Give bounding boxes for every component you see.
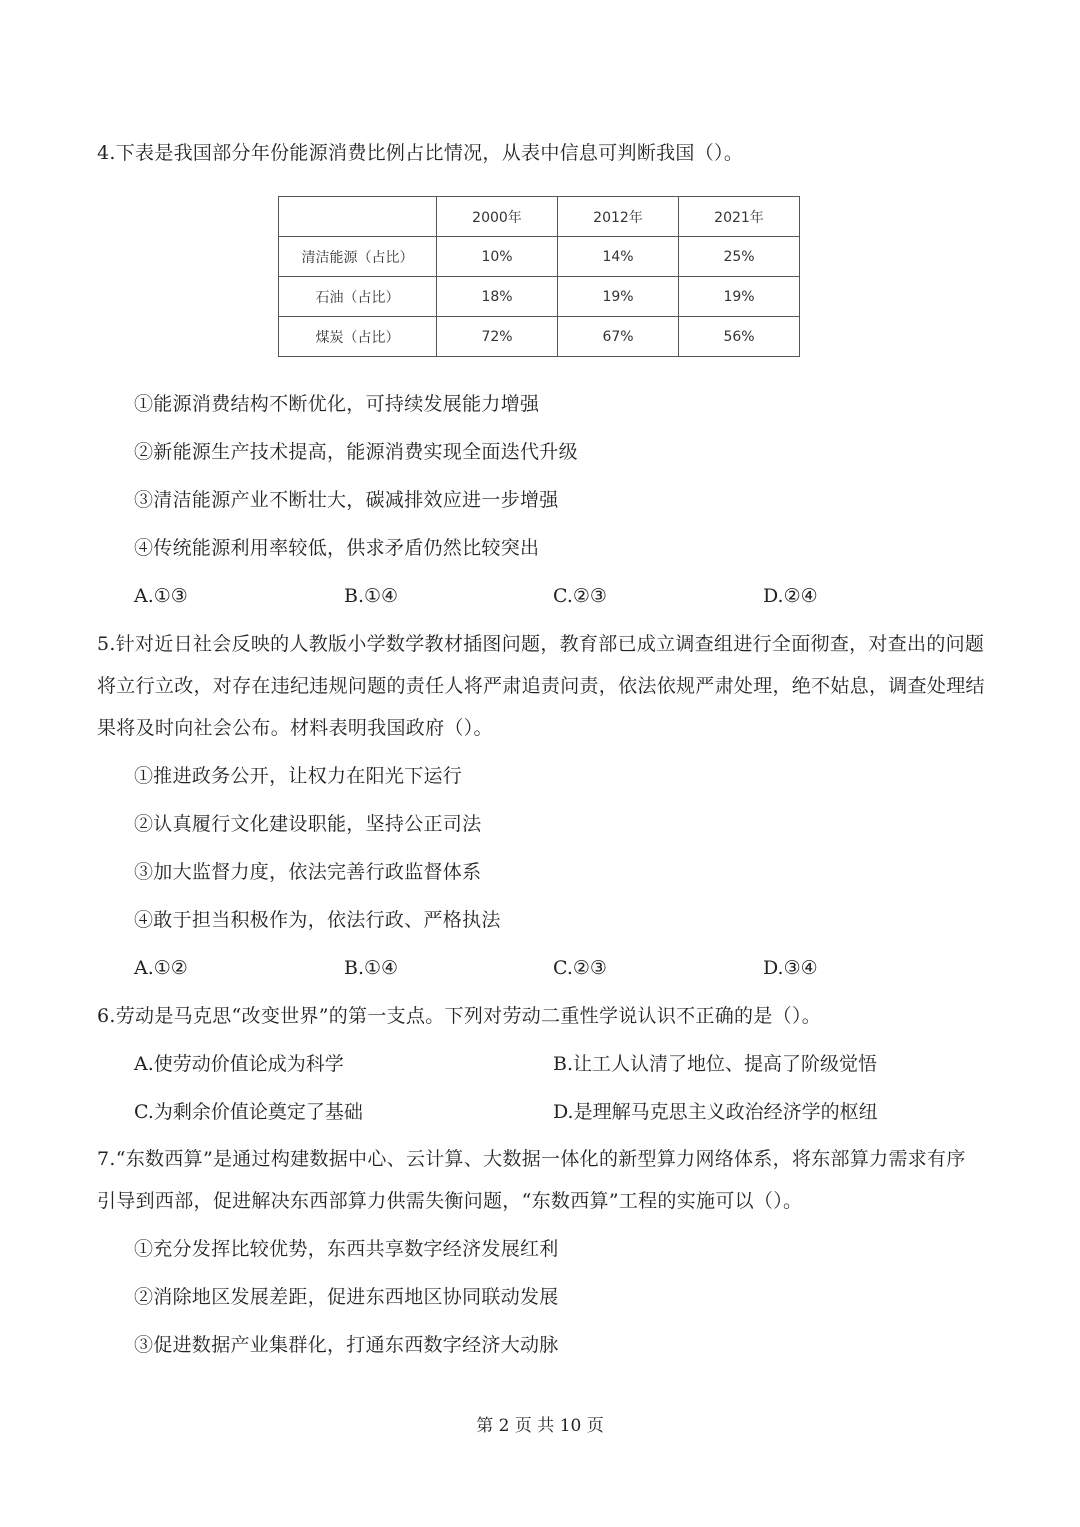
question-5-statement-1: ①推进政务公开，让权力在阳光下运行 <box>134 765 463 787</box>
answer-choice-a: A.使劳动价值论成为科学 <box>134 1053 344 1075</box>
table-row-label: 煤炭（占比） <box>279 317 437 357</box>
table-header-row <box>279 197 800 237</box>
question-5-statement-2: ②认真履行文化建设职能，坚持公正司法 <box>134 813 482 835</box>
answer-choice-b: B.①④ <box>344 585 399 607</box>
answer-choice-c: C.为剩余价值论奠定了基础 <box>134 1101 363 1123</box>
table-cell: 14% <box>558 237 679 277</box>
question-5-stem-line-1: 5.针对近日社会反映的人教版小学数学教材插图问题，教育部已成立调查组进行全面彻查，对查出的问题 <box>97 633 985 655</box>
table-row <box>279 277 800 317</box>
question-4-statement-3: ③清洁能源产业不断壮大，碳减排效应进一步增强 <box>134 489 559 511</box>
question-6-stem: 6.劳动是马克思“改变世界”的第一支点。下列对劳动二重性学说认识不正确的是（）。 <box>97 1005 822 1027</box>
table-header-cell: 2012年 <box>558 197 679 237</box>
table-cell: 72% <box>437 317 558 357</box>
answer-choice-d: D.③④ <box>763 957 818 979</box>
question-7-stem-line-2: 引导到西部，促进解决东西部算力供需失衡问题，“东数西算”工程的实施可以（）。 <box>97 1190 803 1212</box>
answer-choice-c: C.②③ <box>553 585 607 607</box>
question-7-stem-line-1: 7.“东数西算”是通过构建数据中心、云计算、大数据一体化的新型算力网络体系，将东部算力需求有序 <box>97 1148 966 1170</box>
table-cell: 10% <box>437 237 558 277</box>
question-7-statement-3: ③促进数据产业集群化，打通东西数字经济大动脉 <box>134 1334 559 1356</box>
answer-choice-b: B.让工人认清了地位、提高了阶级觉悟 <box>553 1053 878 1075</box>
answer-choice-a: A.①③ <box>134 585 188 607</box>
table-cell: 56% <box>679 317 800 357</box>
table-row-label: 石油（占比） <box>279 277 437 317</box>
table-row <box>279 237 800 277</box>
question-5-stem-line-3: 果将及时向社会公布。材料表明我国政府（）。 <box>97 717 493 739</box>
question-4-stem: 4.下表是我国部分年份能源消费比例占比情况，从表中信息可判断我国（）。 <box>97 142 744 164</box>
question-5-statement-4: ④敢于担当积极作为，依法行政、严格执法 <box>134 909 501 931</box>
answer-choice-d: D.②④ <box>763 585 818 607</box>
page-number-footer: 第 2 页 共 10 页 <box>476 1416 604 1436</box>
table-cell: 18% <box>437 277 558 317</box>
question-4-statement-4: ④传统能源利用率较低，供求矛盾仍然比较突出 <box>134 537 540 559</box>
question-5-stem-line-2: 将立行立改，对存在违纪违规问题的责任人将严肃追责问责，依法依规严肃处理，绝不姑息，调查处理结 <box>97 675 985 697</box>
question-7-statement-2: ②消除地区发展差距，促进东西地区协同联动发展 <box>134 1286 559 1308</box>
table-cell: 67% <box>558 317 679 357</box>
question-4-statement-2: ②新能源生产技术提高，能源消费实现全面迭代升级 <box>134 441 578 463</box>
table-cell: 19% <box>679 277 800 317</box>
table-header-cell: 2021年 <box>679 197 800 237</box>
answer-choice-a: A.①② <box>134 957 188 979</box>
table-row <box>279 317 800 357</box>
table-cell: 19% <box>558 277 679 317</box>
answer-choice-c: C.②③ <box>553 957 607 979</box>
table-cell: 25% <box>679 237 800 277</box>
answer-choice-b: B.①④ <box>344 957 399 979</box>
question-7-statement-1: ①充分发挥比较优势，东西共享数字经济发展红利 <box>134 1238 559 1260</box>
answer-choice-d: D.是理解马克思主义政治经济学的枢纽 <box>553 1101 878 1123</box>
table-header-cell <box>279 197 437 237</box>
table-header-cell: 2000年 <box>437 197 558 237</box>
table-row-label: 清洁能源（占比） <box>279 237 437 277</box>
energy-consumption-table <box>278 196 800 357</box>
question-5-statement-3: ③加大监督力度，依法完善行政监督体系 <box>134 861 482 883</box>
question-4-statement-1: ①能源消费结构不断优化，可持续发展能力增强 <box>134 393 540 415</box>
